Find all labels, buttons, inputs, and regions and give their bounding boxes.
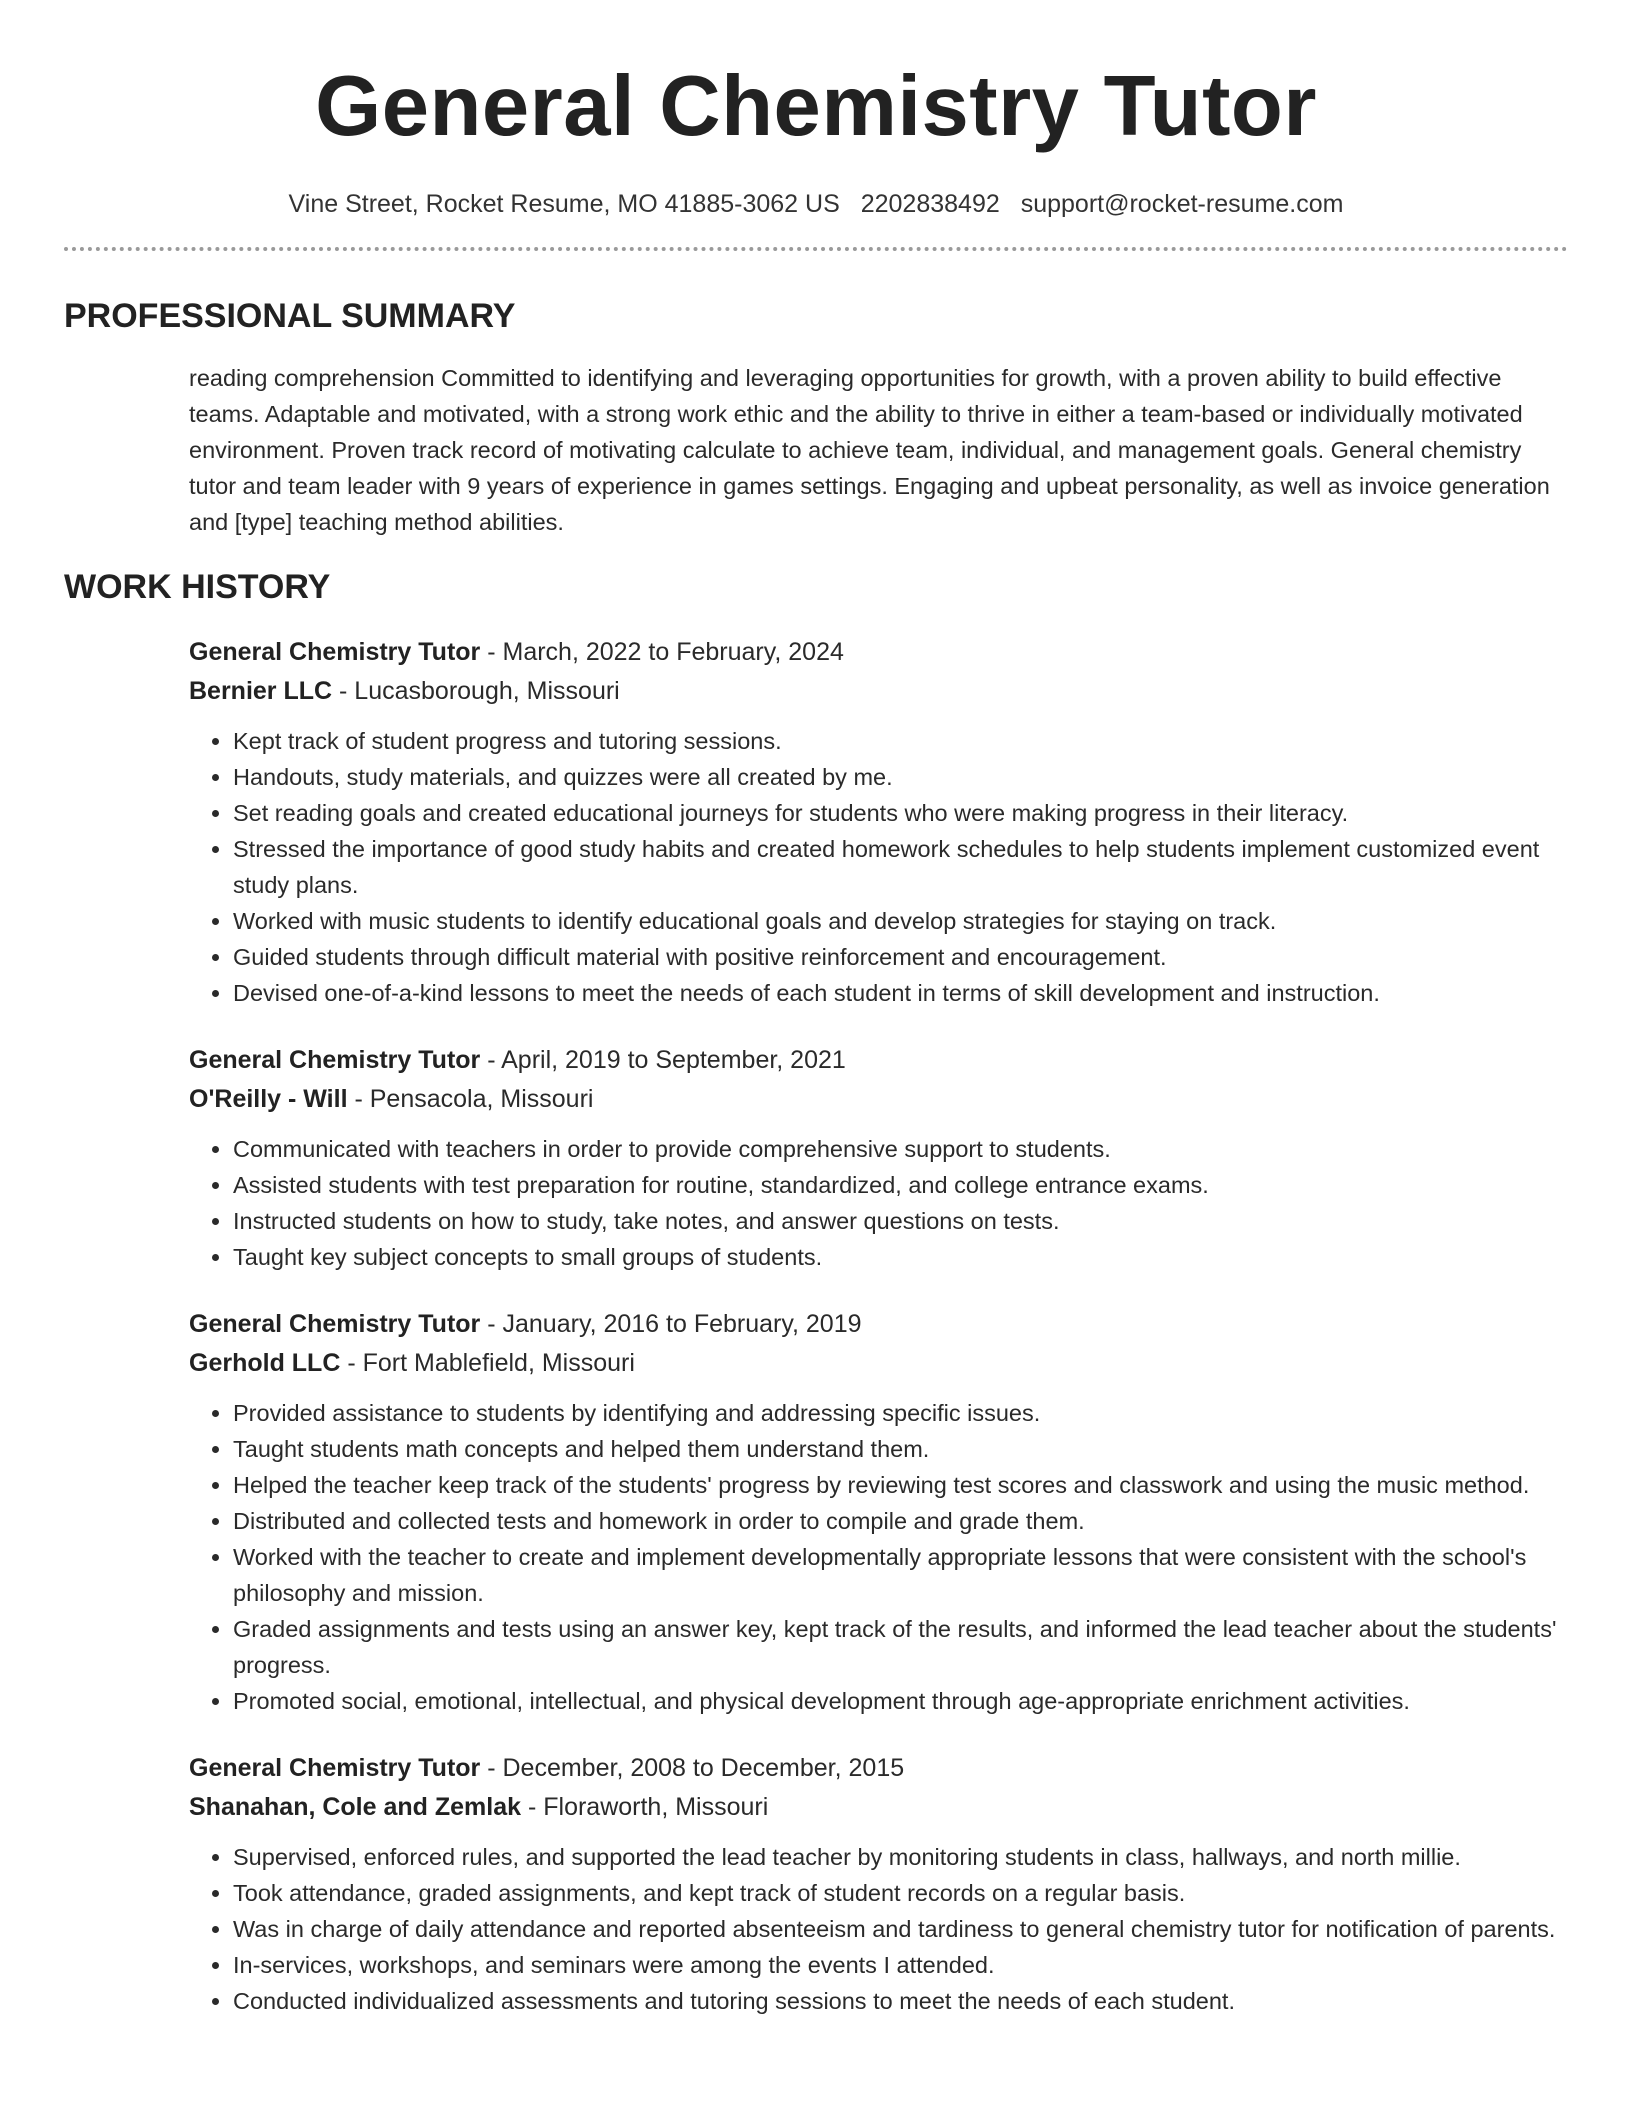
- job-bullets: [189, 1839, 1568, 2019]
- job-title-line: [189, 633, 1568, 672]
- job-company: O'Reilly - Will: [189, 1085, 348, 1113]
- job-title-line: [189, 1041, 1568, 1080]
- job-bullet: • Took attendance, graded assignments, and kept track of student records on a regular basis.: [233, 1875, 1568, 1911]
- job-title-line: [189, 1749, 1568, 1788]
- job-bullet: • Provided assistance to students by identifying and addressing specific issues.: [233, 1395, 1568, 1431]
- job-bullet: • Graded assignments and tests using an answer key, kept track of the results, and informed the lead teacher about the students' progress.: [233, 1611, 1568, 1683]
- job-bullet: • Devised one-of-a-kind lessons to meet the needs of each student in terms of skill development and instruction.: [233, 975, 1568, 1011]
- job-bullet: • Stressed the importance of good study habits and created homework schedules to help students implement customized event study plans.: [233, 831, 1568, 903]
- work-history-list: [64, 633, 1568, 2019]
- job-company-line: [189, 1080, 1568, 1119]
- job-location: - Floraworth, Missouri: [521, 1793, 769, 1821]
- job-bullet: • Helped the teacher keep track of the students' progress by reviewing test scores and classwork and using the music method.: [233, 1467, 1568, 1503]
- job-bullet: • Set reading goals and created educational journeys for students who were making progress in their literacy.: [233, 795, 1568, 831]
- job-company-line: [189, 1788, 1568, 1827]
- job-bullet: • Assisted students with test preparation for routine, standardized, and college entrance exams.: [233, 1167, 1568, 1203]
- job-bullets: [189, 1395, 1568, 1719]
- job-bullet: • Kept track of student progress and tutoring sessions.: [233, 723, 1568, 759]
- job-bullets: [189, 1131, 1568, 1275]
- job-bullet: • Taught students math concepts and helped them understand them.: [233, 1431, 1568, 1467]
- summary-heading: PROFESSIONAL SUMMARY: [64, 297, 516, 335]
- job-company: Shanahan, Cole and Zemlak: [189, 1793, 522, 1821]
- job-location: - Pensacola, Missouri: [347, 1085, 594, 1113]
- job-location: - Lucasborough, Missouri: [332, 677, 620, 705]
- job-bullet: • Communicated with teachers in order to provide comprehensive support to students.: [233, 1131, 1568, 1167]
- job-company: Bernier LLC: [189, 677, 333, 705]
- job-bullet: • Instructed students on how to study, take notes, and answer questions on tests.: [233, 1203, 1568, 1239]
- job-company-line: [189, 1344, 1568, 1383]
- job-entry: [189, 633, 1568, 1011]
- job-bullet: • Promoted social, emotional, intellectual, and physical development through age-appropriate enrichment activities.: [233, 1683, 1568, 1719]
- job-company-line: [189, 672, 1568, 711]
- job-entry: [189, 1305, 1568, 1719]
- job-bullet: • In-services, workshops, and seminars were among the events I attended.: [233, 1947, 1568, 1983]
- job-bullet: • Taught key subject concepts to small groups of students.: [233, 1239, 1568, 1275]
- job-entry: [189, 1749, 1568, 2019]
- contact-line: [64, 190, 1568, 219]
- contact-address: Vine Street, Rocket Resume, MO 41885-3062 US: [288, 190, 840, 218]
- work-history-heading: WORK HISTORY: [64, 568, 331, 606]
- job-title: General Chemistry Tutor: [189, 1754, 481, 1782]
- job-dates: - January, 2016 to February, 2019: [480, 1310, 862, 1338]
- job-bullet: • Worked with music students to identify educational goals and develop strategies for staying on track.: [233, 903, 1568, 939]
- job-dates: - March, 2022 to February, 2024: [480, 638, 844, 666]
- job-bullet: • Guided students through difficult material with positive reinforcement and encouragement.: [233, 939, 1568, 975]
- resume-name: General Chemistry Tutor: [315, 59, 1317, 154]
- job-bullet: • Was in charge of daily attendance and reported absenteeism and tardiness to general chemistry tutor for notification of parents.: [233, 1911, 1568, 1947]
- job-entry: [189, 1041, 1568, 1275]
- job-company: Gerhold LLC: [189, 1349, 341, 1377]
- job-title-line: [189, 1305, 1568, 1344]
- job-bullet: • Conducted individualized assessments and tutoring sessions to meet the needs of each student.: [233, 1983, 1568, 2019]
- job-location: - Fort Mablefield, Missouri: [340, 1349, 635, 1377]
- job-title: General Chemistry Tutor: [189, 1310, 481, 1338]
- job-bullets: [189, 723, 1568, 1011]
- contact-phone: 2202838492: [860, 190, 1000, 218]
- job-title: General Chemistry Tutor: [189, 1046, 481, 1074]
- summary-text: reading comprehension Committed to identifying and leveraging opportunities for growth, with a proven ability to build effective teams. Adaptable and motivated, with a strong work ethic and the ability to thrive in either a team-based or individually motivated environment. Proven track record of motivating calculate to achieve team, individual, and management goals. General chemistry tutor and team leader with 9 years of experience in games settings. Engaging and upbeat personality, as well as invoice generation and [type] teaching method abilities.: [189, 365, 1550, 535]
- job-title: General Chemistry Tutor: [189, 638, 481, 666]
- job-bullet: • Supervised, enforced rules, and supported the lead teacher by monitoring students in class, hallways, and north millie.: [233, 1839, 1568, 1875]
- header-divider: [64, 247, 1568, 251]
- job-dates: - December, 2008 to December, 2015: [480, 1754, 905, 1782]
- job-dates: - April, 2019 to September, 2021: [480, 1046, 846, 1074]
- job-bullet: • Worked with the teacher to create and implement developmentally appropriate lessons that were consistent with the school's philosophy and mission.: [233, 1539, 1568, 1611]
- contact-email: support@rocket-resume.com: [1020, 190, 1344, 218]
- job-bullet: • Handouts, study materials, and quizzes were all created by me.: [233, 759, 1568, 795]
- job-bullet: • Distributed and collected tests and homework in order to compile and grade them.: [233, 1503, 1568, 1539]
